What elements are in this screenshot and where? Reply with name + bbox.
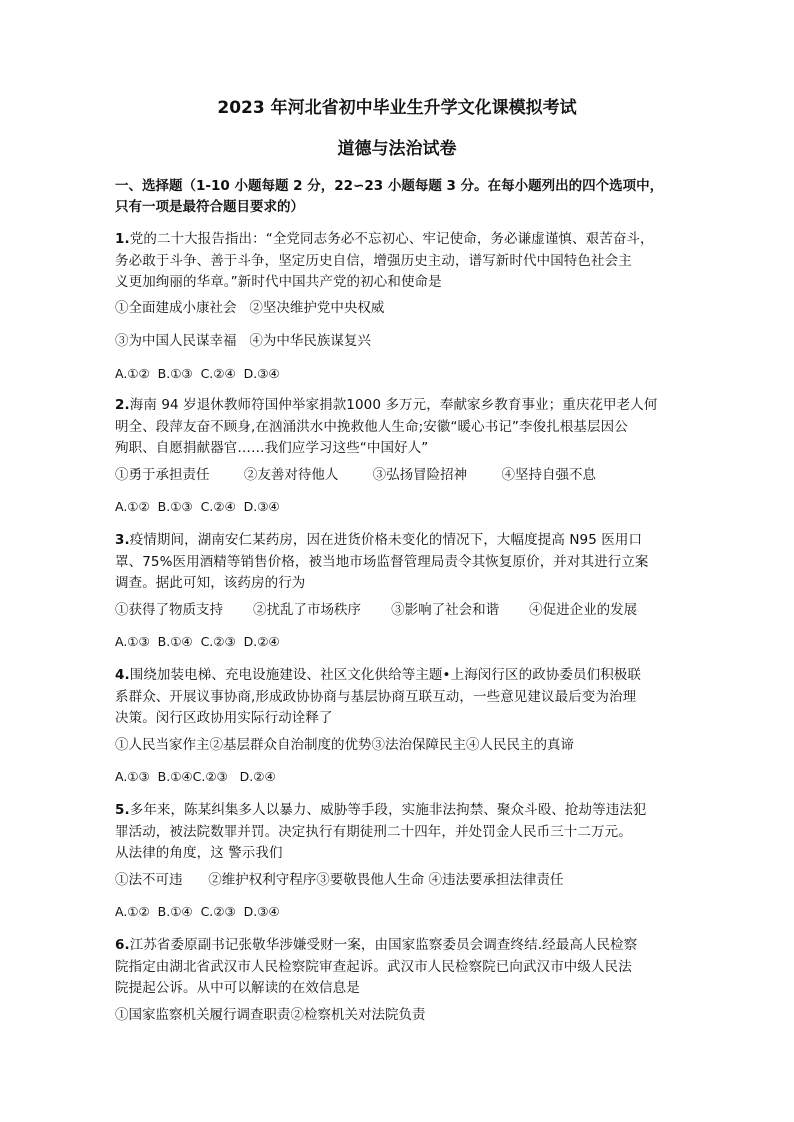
question-1-options-row: ③为中国人民谋幸福 ④为中华民族谋复兴 [115, 333, 371, 349]
question-1-options-row: ①全面建成小康社会 ②坚决维护党中央权威 [115, 300, 385, 316]
question-number: 1. [115, 231, 130, 247]
question-2-answers: A.①② B.①③ C.②④ D.③④ [115, 499, 280, 514]
question-6 [115, 935, 700, 1000]
question-text-line: 罪活动，被法院数罪并罚。决定执行有期徒刑二十四年，并处罚金人民币三十二万元。 [115, 823, 632, 840]
question-text-line: 殉职、自愿捐献器官……我们应学习这些“中国好人” [115, 440, 429, 456]
question-text-line: 系群众、开展议事协商,形成政协协商与基层协商互联互动，一些意见建议最后变为治理 [115, 688, 637, 705]
question-text-line: 多年来，陈某纠集多人以暴力、威胁等手段，实施非法拘禁、聚众斗殴、抢劫等违法犯 [129, 802, 647, 818]
question-4-options-row: ①人民当家作主②基层群众自治制度的优势③法治保障民主④人民民主的真谛 [115, 737, 574, 753]
question-number: 3. [115, 532, 130, 548]
question-text-line: 从法律的角度，这 警示我们 [115, 845, 283, 861]
question-2-options-row: ①勇于承担责任 ②友善对待他人 ③弘扬冒险招神 ④坚持自强不息 [115, 467, 596, 483]
question-3-answers: A.①③ B.①④ C.②③ D.②④ [115, 634, 280, 649]
question-4-answers: A.①③ B.①④C.②③ D.②④ [115, 769, 276, 784]
question-5 [115, 800, 700, 865]
question-text-line: 罩、75%医用酒精等销售价格，被当地市场监督管理局责令其恢复原价，并对其进行立案 [115, 553, 649, 570]
question-text-line: 调查。据此可知，该药房的行为 [115, 575, 306, 591]
question-3-options-row: ①获得了物质支持 ②扰乱了市场秩序 ③影响了社会和谐 ④促进企业的发展 [115, 602, 638, 618]
section-heading-line: 一、选择题（1-10 小题每题 2 分，22∽23 小题每题 3 分。在每小题列出的四个选项中， [115, 178, 664, 194]
question-text-line: 疫情期间，湖南安仁某药房，因在进货价格未变化的情况下，大幅度提高 N95 医用口 [129, 532, 643, 548]
question-text-line: 江苏省委原副书记张敬华涉嫌受财一案，由国家监察委员会调查终结.经最高人民检察 [129, 937, 638, 953]
question-1 [115, 229, 700, 294]
question-number: 6. [115, 937, 130, 953]
question-number: 5. [115, 802, 130, 818]
question-6-options-row: ①国家监察机关履行调查职责②检察机关对法院负责 [115, 1007, 426, 1023]
question-text-line: 明全、段萍友奋不顾身,在汹涌洪水中挽救他人生命;安徽“暖心书记”李俊扎根基层因公 [115, 418, 628, 435]
question-text-line: 决策。闵行区政协用实际行动诠释了 [115, 710, 333, 726]
question-number: 4. [115, 667, 130, 683]
exam-title: 2023 年河北省初中毕业生升学文化课模拟考试 [217, 98, 577, 118]
exam-subject: 道德与法治试卷 [337, 139, 457, 159]
question-text-line: 院提起公诉。从中可以解读的在效信息是 [115, 980, 360, 996]
question-text-line: 党的二十大报告指出：“全党同志务必不忘初心、牢记使命，务必谦虚谨慎、艰苦奋斗， [129, 231, 654, 247]
question-4 [115, 665, 700, 730]
question-1-answers: A.①② B.①③ C.②④ D.③④ [115, 366, 280, 381]
question-text-line: 义更加绚丽的华章。”新时代中国共产党的初心和使命是 [115, 274, 442, 290]
section-heading-line: 只有一项是最符合题目要求的） [115, 199, 304, 215]
question-text-line: 院指定由湖北省武汉市人民检察院审查起诉。武汉市人民检察院已向武汉市中级人民法 [115, 958, 632, 975]
question-5-answers: A.①② B.①④ C.②③ D.③④ [115, 904, 280, 919]
question-text-line: 务必敢于斗争、善于斗争，坚定历史自信，增强历史主动，谱写新时代中国特色社会主 [115, 252, 632, 269]
question-2 [115, 395, 700, 460]
question-text-line: 海南 94 岁退休教师符国仲举家捐款1000 多万元，奉献家乡教育事业；重庆花甲老人何 [129, 397, 658, 413]
section-heading [115, 176, 700, 218]
question-text-line: 围绕加装电梯、充电设施建设、社区文化供给等主题•上海闵行区的政协委员们积极联 [129, 667, 641, 683]
question-number: 2. [115, 397, 130, 413]
question-5-options-row: ①法不可违 ②维护权利守程序③要敬畏他人生命 ④违法要承担法律责任 [115, 872, 564, 888]
question-3 [115, 530, 700, 595]
